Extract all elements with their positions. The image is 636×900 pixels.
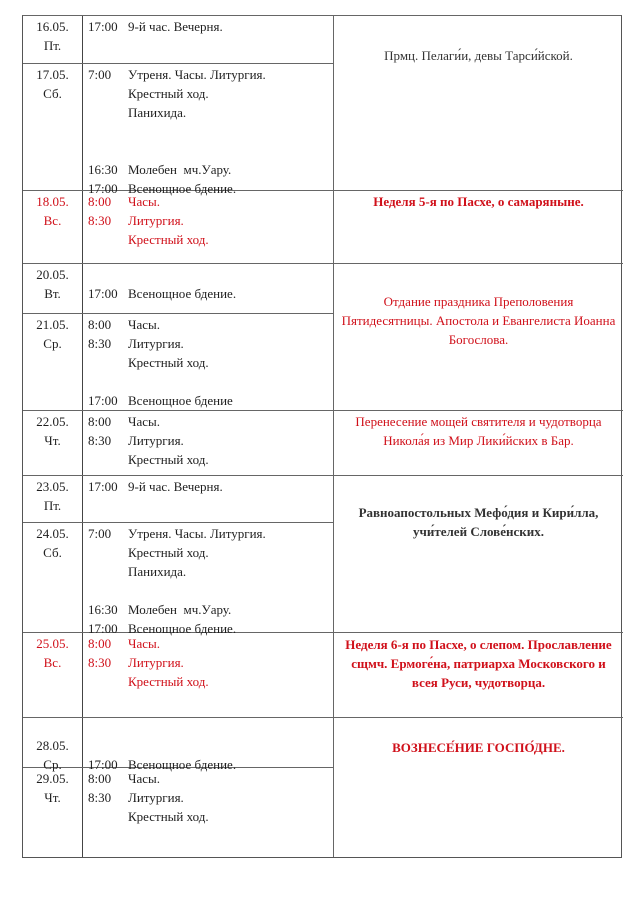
service-name: 9-й час. Вечерня. (128, 479, 223, 494)
service-time: 8:30 (88, 213, 112, 228)
services-cell (83, 476, 333, 523)
service-time: 17:00 (88, 19, 118, 34)
services-cell (83, 191, 333, 264)
service-name: Часы. (128, 414, 160, 429)
service-time: 8:30 (88, 336, 112, 351)
service-name: Утреня. Часы. Литургия. (128, 526, 266, 541)
service-line (83, 230, 333, 249)
services-cell (83, 768, 333, 858)
service-line (83, 372, 333, 391)
service-name: Литургия. (128, 336, 184, 351)
feast-text: Прмц. Пелаги́и, девы Тарси́йской. (384, 48, 573, 63)
service-name: Литургия. (128, 790, 184, 805)
service-line (83, 103, 333, 122)
feast-cell (333, 476, 623, 633)
service-name: Утреня. Часы. Литургия. (128, 67, 266, 82)
weekday-label: Чт. (44, 433, 61, 448)
service-line (83, 211, 333, 230)
service-name: Всенощное бдение (128, 393, 233, 408)
date-cell (23, 768, 83, 857)
service-time: 17:00 (88, 393, 118, 408)
service-line (83, 284, 333, 303)
service-name: Крестный ход. (128, 809, 209, 824)
service-time: 17:00 (88, 286, 118, 301)
service-line (83, 769, 333, 788)
date-cell (23, 191, 83, 263)
feast-cell (333, 718, 623, 857)
service-name: Литургия. (128, 655, 184, 670)
date-label: 18.05. (36, 194, 69, 209)
service-name: Крестный ход. (128, 452, 209, 467)
date-cell (23, 16, 83, 63)
service-time: 8:00 (88, 194, 112, 209)
schedule-table (22, 15, 622, 858)
day-row (23, 411, 333, 476)
service-line (83, 192, 333, 211)
service-line (83, 65, 333, 84)
feast-cell (333, 191, 623, 264)
service-time: 16:30 (88, 162, 118, 177)
service-line (83, 122, 333, 141)
service-time: 7:00 (88, 526, 112, 541)
service-line (83, 736, 333, 755)
service-line (83, 353, 333, 372)
service-name: Молебен мч.Уару. (128, 602, 232, 617)
service-line (83, 431, 333, 450)
service-line (83, 412, 333, 431)
service-line (83, 315, 333, 334)
service-name: Всенощное бдение. (128, 286, 237, 301)
service-time: 17:00 (88, 181, 118, 196)
service-line (83, 634, 333, 653)
weekday-label: Вт. (44, 286, 61, 301)
service-line (83, 788, 333, 807)
day-row (23, 191, 333, 264)
weekday-label: Сб. (43, 545, 62, 560)
date-cell (23, 476, 83, 522)
date-label: 23.05. (36, 479, 69, 494)
date-label: 24.05. (36, 526, 69, 541)
day-row (23, 16, 333, 64)
feast-text: ВОЗНЕСЕ́НИЕ ГОСПО́ДНЕ. (392, 740, 565, 755)
service-name: Крестный ход. (128, 674, 209, 689)
weekday-label: Чт. (44, 790, 61, 805)
service-time: 8:00 (88, 771, 112, 786)
feast-cell (333, 633, 623, 718)
date-label: 29.05. (36, 771, 69, 786)
weekday-label: Вс. (43, 655, 62, 670)
day-row (23, 523, 333, 636)
service-time: 17:00 (88, 479, 118, 494)
day-row (23, 64, 333, 196)
services-cell (83, 411, 333, 476)
service-name: Литургия. (128, 213, 184, 228)
service-name: Панихида. (128, 105, 187, 120)
service-line (83, 141, 333, 160)
date-cell (23, 264, 83, 313)
day-row (23, 768, 333, 857)
date-label: 28.05. (36, 738, 69, 753)
service-name: Часы. (128, 771, 160, 786)
service-time: 17:00 (88, 757, 118, 772)
service-line (83, 672, 333, 691)
service-line (83, 543, 333, 562)
day-row (23, 314, 333, 411)
date-label: 16.05. (36, 19, 69, 34)
service-name: Всенощное бдение. (128, 757, 237, 772)
feast-cell (333, 411, 623, 476)
services-cell (83, 523, 333, 636)
service-line (83, 334, 333, 353)
services-cell (83, 64, 333, 196)
date-cell (23, 314, 83, 410)
service-name: Крестный ход. (128, 232, 209, 247)
service-name: 9-й час. Вечерня. (128, 19, 223, 34)
date-cell (23, 411, 83, 475)
day-row (23, 633, 333, 718)
feast-text: Равноапостольных Мефо́дия и Кири́лла, учи́телей Слове́нских. (358, 505, 599, 539)
feast-text: Отдание праздника Преполовения Пятидесятницы. Апостола и Евангелиста Иоанна Богослова. (341, 294, 616, 347)
service-time: 17:00 (88, 621, 118, 636)
service-line (83, 807, 333, 826)
service-name: Крестный ход. (128, 86, 209, 101)
service-name: Часы. (128, 636, 160, 651)
service-name: Часы. (128, 194, 160, 209)
date-cell (23, 64, 83, 190)
service-time: 16:30 (88, 602, 118, 617)
date-cell (23, 718, 83, 772)
feast-cell (333, 16, 623, 191)
service-line (83, 524, 333, 543)
service-time: 8:00 (88, 636, 112, 651)
services-cell (83, 16, 333, 64)
weekday-label: Пт. (43, 38, 62, 53)
service-time: 7:00 (88, 67, 112, 82)
service-time: 8:30 (88, 433, 112, 448)
day-row (23, 264, 333, 314)
service-line (83, 17, 333, 36)
service-line (83, 581, 333, 600)
service-time: 8:00 (88, 414, 112, 429)
service-line (83, 562, 333, 581)
date-label: 25.05. (36, 636, 69, 651)
service-line (83, 160, 333, 179)
date-label: 20.05. (36, 267, 69, 282)
service-time: 8:00 (88, 317, 112, 332)
feast-text: Неделя 6-я по Пасхе, о слепом. Прославление сщмч. Ермоге́на, патриарха Московского и всея Руси, чудотворца. (345, 637, 612, 690)
service-name: Панихида. (128, 564, 187, 579)
service-line (83, 84, 333, 103)
day-row (23, 476, 333, 523)
service-name: Литургия. (128, 433, 184, 448)
service-time: 8:30 (88, 790, 112, 805)
service-time: 8:30 (88, 655, 112, 670)
services-cell (83, 633, 333, 718)
service-line (83, 391, 333, 410)
weekday-label: Сб. (43, 86, 62, 101)
feast-cell (333, 264, 623, 411)
service-name: Часы. (128, 317, 160, 332)
service-line (83, 450, 333, 469)
day-row (23, 718, 333, 772)
feast-text: Перенесение мощей святителя и чудотворца Никола́я из Мир Лики́йских в Бар. (355, 414, 602, 448)
services-cell (83, 314, 333, 411)
weekday-label: Ср. (43, 336, 62, 351)
service-name: Крестный ход. (128, 545, 209, 560)
service-name: Молебен мч.Уару. (128, 162, 232, 177)
weekday-label: Пт. (43, 498, 62, 513)
date-label: 21.05. (36, 317, 69, 332)
service-name: Всенощное бдение. (128, 181, 237, 196)
service-name: Всенощное бдение. (128, 621, 237, 636)
date-cell (23, 523, 83, 632)
service-line (83, 265, 333, 284)
feast-text: Неделя 5-я по Пасхе, о самаряныне. (373, 194, 584, 209)
weekday-label: Вс. (43, 213, 62, 228)
date-cell (23, 633, 83, 717)
service-line (83, 653, 333, 672)
service-name: Крестный ход. (128, 355, 209, 370)
date-label: 22.05. (36, 414, 69, 429)
service-line (83, 477, 333, 496)
date-label: 17.05. (36, 67, 69, 82)
services-cell (83, 264, 333, 314)
weekday-label: Ср. (43, 757, 62, 772)
service-line (83, 600, 333, 619)
